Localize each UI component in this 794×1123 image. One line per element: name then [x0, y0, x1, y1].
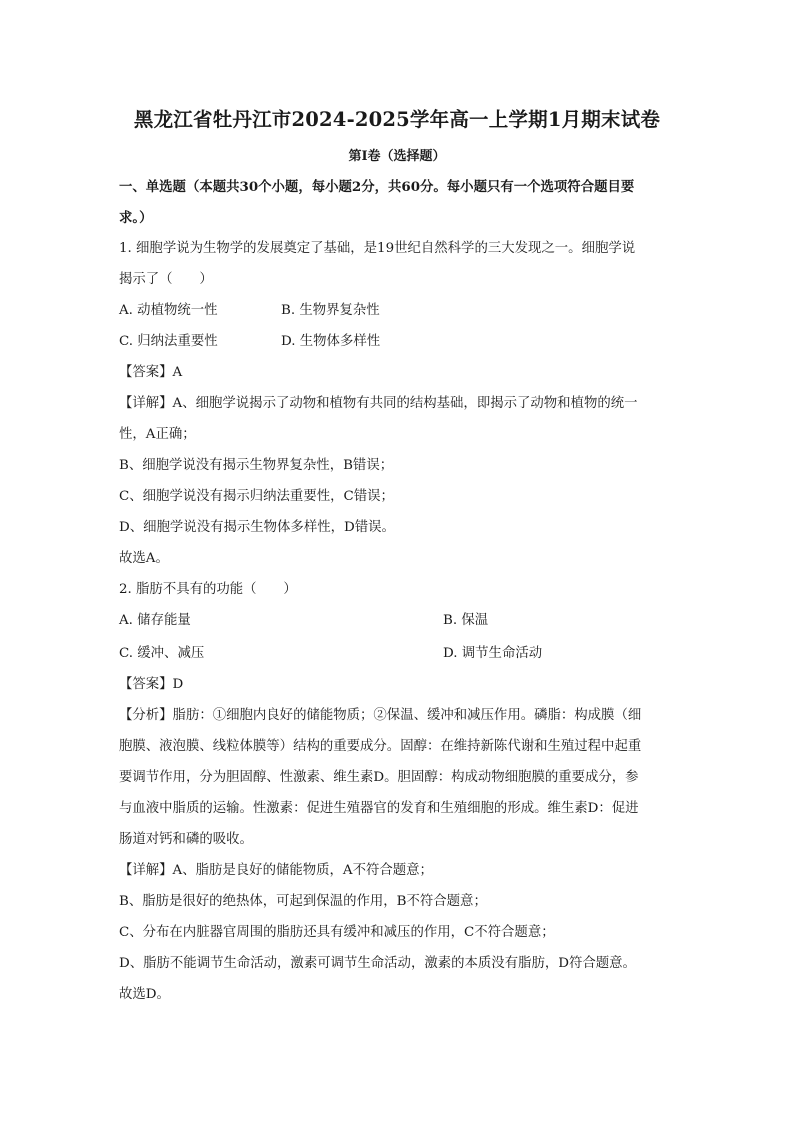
q2-stem: 2. 脂肪不具有的功能（ ）: [119, 582, 297, 597]
q1-detail-line4: C、细胞学说没有揭示归纳法重要性，C错误；: [119, 489, 394, 504]
q1-conclusion: 故选A。: [119, 551, 169, 566]
q1-answer: 【答案】A: [119, 365, 183, 380]
q1-detail-line1: 【详解】A、细胞学说揭示了动物和植物有共同的结构基础，即揭示了动物和植物的统一: [119, 396, 638, 411]
q1-detail-line3: B、细胞学说没有揭示生物界复杂性，B错误；: [119, 458, 394, 473]
q1-option-b: B. 生物界复杂性: [281, 303, 380, 318]
q2-option-d: D. 调节生命活动: [443, 646, 543, 661]
q2-analysis-line3: 要调节作用，分为胆固醇、性激素、维生素D。胆固醇：构成动物细胞膜的重要成分，参: [119, 770, 639, 785]
q1-option-a: A. 动植物统一性: [119, 303, 218, 318]
q2-analysis-line5: 肠道对钙和磷的吸收。: [119, 832, 253, 847]
q2-analysis-line2: 胞膜、液泡膜、线粒体膜等）结构的重要成分。固醇：在维持新陈代谢和生殖过程中起重: [119, 739, 642, 754]
q2-detail-line4: D、脂肪不能调节生命活动，激素可调节生命活动，激素的本质没有脂肪，D符合题意。: [119, 956, 636, 971]
q1-stem-line1: 1. 细胞学说为生物学的发展奠定了基础，是19世纪自然科学的三大发现之一。细胞学说: [119, 241, 636, 256]
document-title: 黑龙江省牡丹江市2024-2025学年高一上学期1月期末试卷: [133, 108, 661, 131]
section-heading-line2: 求。）: [119, 210, 153, 226]
q2-conclusion: 故选D。: [119, 987, 170, 1002]
q2-detail-line3: C、分布在内脏器官周围的脂肪还具有缓冲和减压的作用，C不符合题意；: [119, 925, 555, 940]
q1-option-c: C. 归纳法重要性: [119, 334, 218, 349]
q2-option-c: C. 缓冲、减压: [119, 646, 205, 661]
q2-detail-line2: B、脂肪是很好的绝热体，可起到保温的作用，B不符合题意；: [119, 894, 487, 909]
q2-answer: 【答案】D: [119, 677, 184, 692]
q1-option-d: D. 生物体多样性: [281, 334, 381, 349]
part-heading: 第I卷（选择题）: [348, 149, 446, 164]
q1-detail-line5: D、细胞学说没有揭示生物体多样性，D错误。: [119, 520, 395, 535]
section-heading-line1: 一、单选题（本题共30个小题，每小题2分，共60分。每小题只有一个选项符合题目要: [119, 179, 635, 195]
q1-detail-line2: 性，A正确；: [119, 427, 196, 442]
q2-option-a: A. 储存能量: [119, 613, 191, 628]
q2-option-b: B. 保温: [443, 613, 489, 628]
q2-analysis-line1: 【分析】脂肪：①细胞内良好的储能物质；②保温、缓冲和减压作用。磷脂：构成膜（细: [119, 708, 642, 723]
q1-stem-line2: 揭示了（ ）: [119, 272, 213, 287]
q2-detail-line1: 【详解】A、脂肪是良好的储能物质，A不符合题意；: [119, 863, 433, 878]
q2-analysis-line4: 与血液中脂质的运输。性激素：促进生殖器官的发育和生殖细胞的形成。维生素D：促进: [119, 801, 639, 816]
